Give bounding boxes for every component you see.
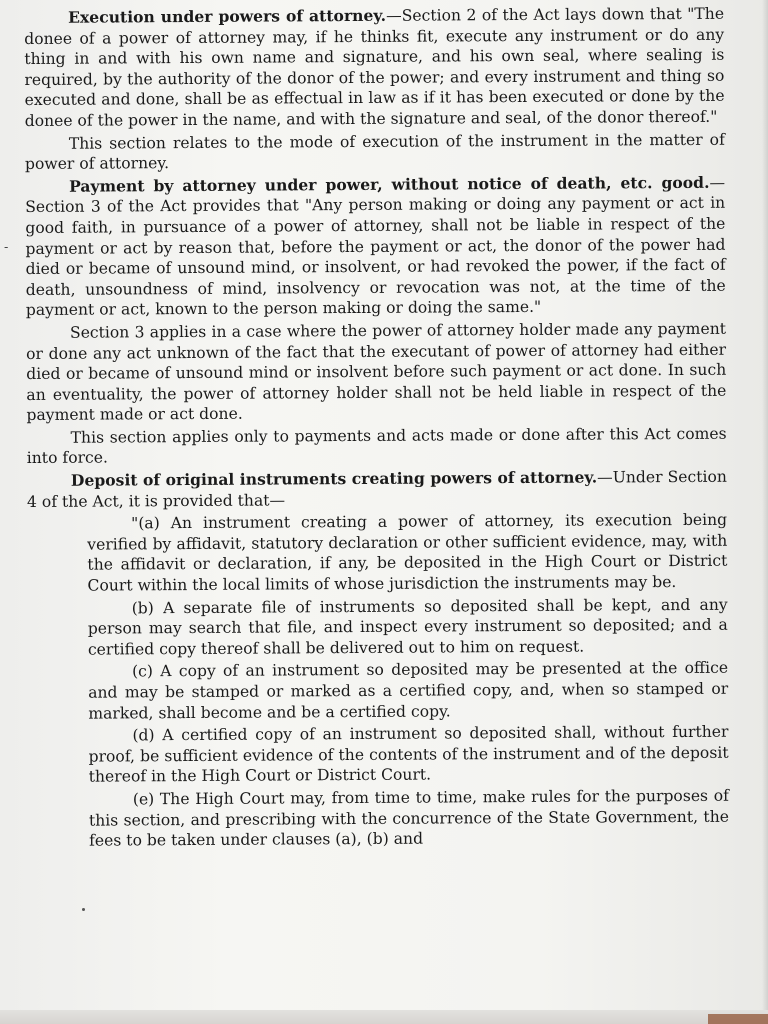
paragraph-execution-under-powers [24, 4, 725, 132]
paragraph-section-3-applies [26, 319, 727, 426]
clause-d: (d) A certified copy of an instrument so deposited shall, without further proof, be sufficient evidence of the contents of the instrument and of the deposit thereof in the High Court or District Court. [88, 722, 729, 786]
paragraph-section-applies-only [27, 424, 727, 469]
paragraph-section-relates [25, 129, 725, 174]
page-text [24, 4, 729, 854]
clause-a: "(a) An instrument creating a power of attorney, its execution being verified by affidavit, statutory declaration or other sufficient evidence, may, with the affidavit or declaration, if any, be deposited in the High Court or District Court within the local limits of whose jurisdiction the instruments may be. [87, 510, 728, 595]
margin-mark: - [4, 240, 9, 254]
paragraph-text: —Section 2 of the Act lays down that "The donee of a power of attorney may, if he thinks fit, execute any instrument or do any thing in and with his own name and signature, and his own seal, where sealing is required, by the authority of the donor of the power; and every instrument and thing so executed and done, shall be as effectual in law as if it has been executed or done by the donee of the power in the name, and with the signature and seal, of the donor thereof." [24, 4, 725, 130]
page-edge-shadow [762, 0, 768, 1024]
book-cover-corner [708, 1014, 768, 1024]
heading-execution-under-powers: Execution under powers of attorney. [67, 5, 387, 27]
ink-dot [82, 908, 85, 911]
clause-e: (e) The High Court may, from time to time, make rules for the purposes of this section, and prescribing with the concurrence of the State Government, the fees to be taken under clauses (a), (b) and [88, 786, 730, 850]
paragraph-text: This section applies only to payments and acts made or done after this Act comes into force. [26, 424, 727, 468]
clause-b: (b) A separate file of instruments so deposited shall be kept, and any person may search that file, and inspect every instrument so deposited; and a certified copy thereof shall be delivered out to him on request. [87, 595, 728, 659]
clause-c: (c) A copy of an instrument so deposited may be presented at the office and may be stamped or marked as a certified copy, and, when so stamped or marked, shall become and be a certified copy. [88, 659, 729, 723]
paragraph-deposit-of-instruments [27, 467, 727, 512]
heading-deposit-of-instruments: Deposit of original instruments creating powers of attorney. [70, 467, 598, 490]
page-bottom-edge [0, 1010, 768, 1024]
paragraph-text: This section relates to the mode of execution of the instrument in the matter of power of attorney. [24, 130, 725, 174]
paragraph-text: Section 3 applies in a case where the power of attorney holder made any payment or done any act unknown of the fact that the executant of power of attorney had either died or became of unsound mind or insolvent before such payment or act done. In such an eventuality, the power of attorney holder shall not be held liable in respect of the payment made or act done. [26, 319, 727, 425]
paragraph-payment-by-attorney [25, 172, 726, 320]
paragraph-text: —Under Section 4 of the Act, it is provided that— [26, 467, 727, 511]
paragraph-text: —Section 3 of the Act provides that "Any person making or doing any payment or act in good faith, in pursuance of a power of attorney, shall not be liable in respect of the payment or act by reason that, before the payment or act, the donor of the power had died or became of unsound mind, or insolvent, or had revoked the power, if the fact of death, unsoundness of mind, insolvency or revocation was not, at the time of the payment or act, known to the person making or doing the same." [25, 173, 726, 320]
heading-payment-by-attorney: Payment by attorney under power, without notice of death, etc. good. [69, 172, 710, 196]
